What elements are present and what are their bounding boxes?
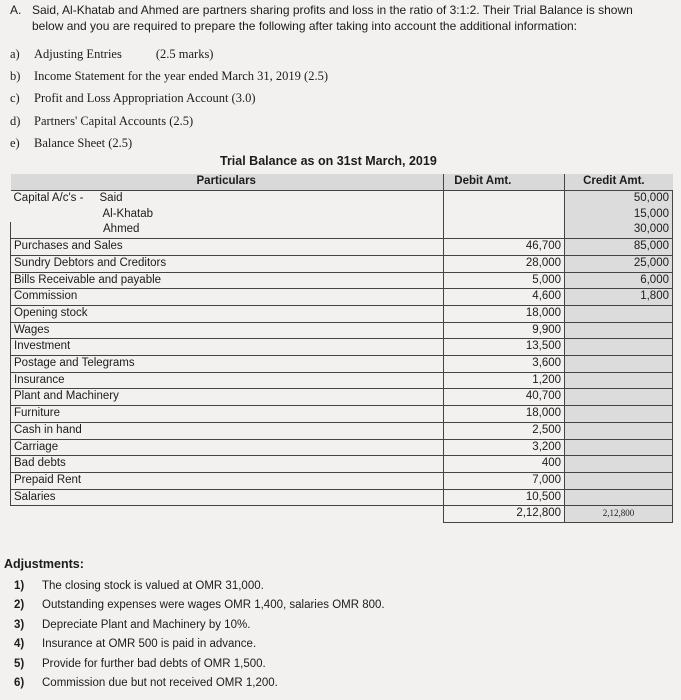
credit-cell: 15,000 xyxy=(565,207,673,223)
adjustment-number: 5) xyxy=(14,657,25,670)
task-text: Income Statement for the year ended March 31, 2019 (2.5) xyxy=(34,68,328,83)
adjustment-item xyxy=(14,635,385,655)
debit-cell: 5,000 xyxy=(444,272,565,289)
debit-cell: 3,200 xyxy=(444,439,565,456)
header-credit: Credit Amt. xyxy=(565,174,673,191)
debit-cell: 7,000 xyxy=(444,472,565,489)
particular-cell: Insurance xyxy=(11,372,444,389)
task-text: Balance Sheet (2.5) xyxy=(34,135,133,150)
task-text: Partners' Capital Accounts (2.5) xyxy=(34,113,194,128)
credit-cell xyxy=(565,372,673,389)
credit-cell xyxy=(565,339,673,356)
table-row xyxy=(11,322,673,339)
question-label: A. xyxy=(10,3,22,17)
credit-cell: 30,000 xyxy=(565,222,673,238)
capital-partner-name: Al-Khatab xyxy=(11,207,444,223)
debit-cell: 4,600 xyxy=(444,289,565,306)
table-row xyxy=(11,389,673,406)
table-row xyxy=(11,372,673,389)
particular-cell: Cash in hand xyxy=(11,422,444,439)
debit-cell: 2,500 xyxy=(444,422,565,439)
credit-cell: 85,000 xyxy=(565,239,673,256)
task-label: b) xyxy=(10,68,21,83)
adjustment-number: 4) xyxy=(14,638,25,651)
task-marks: (2.5 marks) xyxy=(155,46,214,61)
task-label: c) xyxy=(10,91,20,106)
credit-cell xyxy=(565,356,673,373)
debit-cell: 10,500 xyxy=(444,489,565,506)
table-row xyxy=(11,191,673,207)
table-row xyxy=(11,289,673,306)
table-row xyxy=(11,305,673,322)
particular-cell: Plant and Machinery xyxy=(11,389,444,406)
particular-cell: Salaries xyxy=(11,489,444,506)
debit-cell: 18,000 xyxy=(444,406,565,423)
table-row xyxy=(11,422,673,439)
table-row xyxy=(11,489,673,506)
adjustment-text: Depreciate Plant and Machinery by 10%. xyxy=(42,618,251,631)
credit-cell: 6,000 xyxy=(565,272,673,289)
table-header-row xyxy=(11,174,673,191)
debit-cell: 9,900 xyxy=(444,322,565,339)
adjustment-item xyxy=(14,576,385,596)
debit-cell: 18,000 xyxy=(444,305,565,322)
capital-label: Capital A/c's - xyxy=(13,192,84,204)
trial-balance-table xyxy=(10,174,673,523)
credit-cell xyxy=(565,389,673,406)
credit-cell xyxy=(565,406,673,423)
particular-cell: Purchases and Sales xyxy=(11,239,444,256)
total-row xyxy=(11,506,673,523)
adjustment-text: Commission due but not received OMR 1,200. xyxy=(42,677,278,690)
adjustment-text: The closing stock is valued at OMR 31,000. xyxy=(42,579,264,592)
debit-cell: 400 xyxy=(444,456,565,473)
total-label-cell xyxy=(11,506,444,523)
debit-cell: 40,700 xyxy=(444,389,565,406)
table-row xyxy=(11,207,673,223)
debit-cell xyxy=(444,191,565,207)
task-label: e) xyxy=(10,135,20,150)
particular-cell: Bad debts xyxy=(11,456,444,473)
particular-cell: Investment xyxy=(11,339,444,356)
adjustment-item xyxy=(14,596,385,616)
task-label: a) xyxy=(10,46,20,61)
adjustments-list xyxy=(14,576,385,693)
task-item xyxy=(10,65,328,87)
debit-cell: 13,500 xyxy=(444,339,565,356)
particular-cell: Prepaid Rent xyxy=(11,472,444,489)
credit-cell xyxy=(565,422,673,439)
particular-cell: Carriage xyxy=(11,439,444,456)
intro-text-line1: Said, Al-Khatab and Ahmed are partners sharing profits and loss in the ratio of 3:1:2. Their Trial Balance is shown xyxy=(32,3,633,17)
credit-cell xyxy=(565,472,673,489)
credit-total xyxy=(565,506,673,523)
debit-total: 2,12,800 xyxy=(444,506,565,523)
debit-cell: 46,700 xyxy=(444,239,565,256)
task-item xyxy=(10,110,328,132)
credit-cell: 50,000 xyxy=(565,191,673,207)
adjustment-item xyxy=(14,674,385,694)
header-debit: Debit Amt. xyxy=(444,174,565,191)
task-text: Profit and Loss Appropriation Account (3.0) xyxy=(34,91,256,106)
debit-cell: 1,200 xyxy=(444,372,565,389)
capital-partner-name: Said xyxy=(99,192,123,204)
table-row xyxy=(11,472,673,489)
debit-cell xyxy=(444,207,565,223)
particular-cell: Sundry Debtors and Creditors xyxy=(11,255,444,272)
particular-cell: Postage and Telegrams xyxy=(11,356,444,373)
credit-cell: 25,000 xyxy=(565,255,673,272)
debit-cell: 3,600 xyxy=(444,356,565,373)
adjustment-text: Outstanding expenses were wages OMR 1,400, salaries OMR 800. xyxy=(42,599,385,612)
table-row xyxy=(11,255,673,272)
credit-cell xyxy=(565,305,673,322)
task-text: Adjusting Entries xyxy=(34,46,122,61)
table-row xyxy=(11,456,673,473)
particular-cell: Commission xyxy=(11,289,444,306)
credit-cell xyxy=(565,489,673,506)
table-row xyxy=(11,406,673,423)
particular-cell: Opening stock xyxy=(11,305,444,322)
particular-cell: Furniture xyxy=(11,406,444,423)
credit-cell: 1,800 xyxy=(565,289,673,306)
adjustment-text: Provide for further bad debts of OMR 1,500. xyxy=(42,657,266,670)
credit-cell xyxy=(565,322,673,339)
task-item xyxy=(10,43,328,65)
adjustment-item xyxy=(14,615,385,635)
table-row xyxy=(11,339,673,356)
trial-balance-title: Trial Balance as on 31st March, 2019 xyxy=(220,154,437,168)
credit-cell xyxy=(565,456,673,473)
adjustment-text: Insurance at OMR 500 is paid in advance. xyxy=(42,638,257,651)
table-row xyxy=(11,222,673,238)
particular-cell: Wages xyxy=(11,322,444,339)
debit-cell: 28,000 xyxy=(444,255,565,272)
task-list xyxy=(10,43,328,154)
adjustment-number: 6) xyxy=(14,677,25,690)
debit-cell xyxy=(444,222,565,238)
question-intro xyxy=(10,2,675,34)
adjustment-item xyxy=(14,654,385,674)
adjustments-title: Adjustments: xyxy=(4,557,84,571)
table-row xyxy=(11,272,673,289)
table-row xyxy=(11,356,673,373)
table-row xyxy=(11,439,673,456)
adjustment-number: 3) xyxy=(14,618,25,631)
header-particulars: Particulars xyxy=(11,174,444,191)
particular-cell: Bills Receivable and payable xyxy=(11,272,444,289)
adjustment-number: 1) xyxy=(14,579,25,592)
task-label: d) xyxy=(10,113,21,128)
adjustment-number: 2) xyxy=(14,599,25,612)
credit-cell xyxy=(565,439,673,456)
intro-text-line2: below and you are required to prepare the following after taking into account the additional information: xyxy=(32,19,578,33)
capital-partner-name: Ahmed xyxy=(11,222,444,238)
credit-total-value: 2,12,800 xyxy=(602,508,635,519)
task-item xyxy=(10,88,328,110)
task-item xyxy=(10,132,328,154)
table-row xyxy=(11,239,673,256)
